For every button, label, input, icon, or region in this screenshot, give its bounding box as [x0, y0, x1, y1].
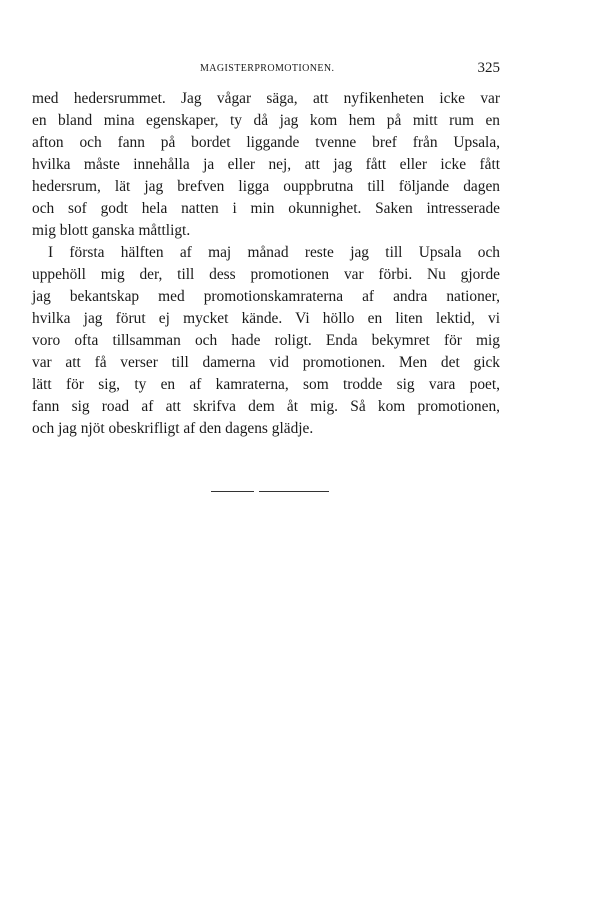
text-line: var att få verser till damerna vid promotionen. Men det gick: [32, 354, 500, 371]
text-line: afton och fann på bordet liggande tvenne bref från Upsala,: [32, 134, 500, 151]
divider-segment: [211, 491, 254, 492]
text-line: fann sig road af att skrifva dem åt mig. Så kom promotionen,: [32, 398, 500, 415]
text-line: en bland mina egenskaper, ty då jag kom hem på mitt rum en: [32, 112, 500, 129]
paragraph-start-line: I första hälften af maj månad reste jag till Upsala och: [48, 244, 500, 261]
running-title: MAGISTERPROMOTIONEN.: [200, 63, 335, 74]
text-line: med hedersrummet. Jag vågar säga, att nyfikenheten icke var: [32, 90, 500, 107]
text-line: och jag njöt obeskrifligt af den dagens glädje.: [32, 420, 314, 437]
text-line: jag bekantskap med promotionskamraterna af andra nationer,: [32, 288, 500, 305]
text-line: mig blott ganska måttligt.: [32, 222, 191, 239]
text-line: voro ofta tillsamman och hade roligt. Enda bekymret för mig: [32, 332, 500, 349]
text-line: uppehöll mig der, till dess promotionen var förbi. Nu gjorde: [32, 266, 500, 283]
text-line: lätt för sig, ty en af kamraterna, som trodde sig vara poet,: [32, 376, 500, 393]
text-line: hvilka jag förut ej mycket kände. Vi höllo en liten lektid, vi: [32, 310, 500, 327]
text-line: och sof godt hela natten i min okunnighet. Saken intresserade: [32, 200, 500, 217]
text-line: hvilka måste innehålla ja eller nej, att jag fått eller icke fått: [32, 156, 500, 173]
section-divider: [211, 491, 329, 492]
divider-segment: [259, 491, 329, 492]
text-line: hedersrum, lät jag brefven ligga ouppbrutna till följande dagen: [32, 178, 500, 195]
body-text: [32, 88, 500, 440]
page-number: 325: [477, 60, 500, 76]
